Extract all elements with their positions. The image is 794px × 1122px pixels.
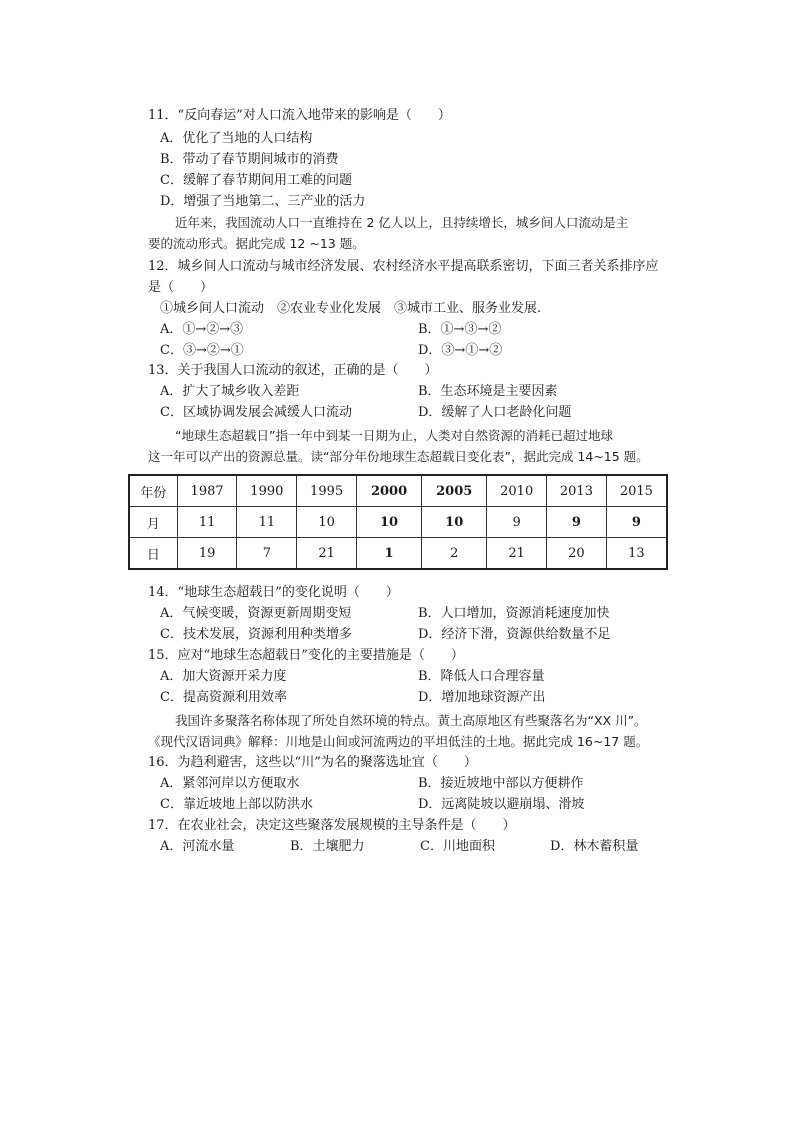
month-cell: 9 (487, 507, 547, 538)
day-cell: 2 (422, 538, 487, 570)
q17-option-c: C．川地面积 (420, 839, 495, 854)
passage-14-line1: “地球生态超载日”指一年中到某一日期为止，人类对自然资源的消耗已超过地球 (175, 428, 613, 443)
q12-stem-line1: 12．城乡间人口流动与城市经济发展、农村经济水平提高联系密切，下面三者关系排序应 (148, 259, 659, 274)
q11-stem: 11．“反向春运”对人口流入地带来的影响是（ ） (148, 108, 451, 123)
q12-items: ①城乡间人口流动 ②农业专业化发展 ③城市工业、服务业发展. (160, 301, 542, 316)
passage-12-line2: 要的流动形式。据此完成 12 ~13 题。 (148, 236, 365, 251)
passage-12-line1: 近年来，我国流动人口一直维持在 2 亿人以上，且持续增长，城乡间人口流动是主 (175, 215, 629, 230)
q16-option-a: A．紧邻河岸以方便取水 (160, 776, 300, 791)
q11-option-b: B．带动了春节期间城市的消费 (160, 152, 339, 167)
year-cell: 1987 (177, 475, 237, 507)
day-cell: 19 (177, 538, 237, 570)
month-cell: 9 (606, 507, 667, 538)
q13-option-d: D．缓解了人口老龄化问题 (418, 405, 572, 420)
q14-option-c: C．技术发展，资源利用种类增多 (160, 627, 352, 642)
table-row-year (129, 475, 667, 507)
day-cell: 20 (547, 538, 607, 570)
q13-option-b: B．生态环境是主要因素 (418, 384, 558, 399)
month-cell: 11 (177, 507, 237, 538)
table-row-month (129, 507, 667, 538)
month-cell: 10 (422, 507, 487, 538)
day-cell: 21 (487, 538, 547, 570)
q16-option-d: D．远离陡坡以避崩塌、滑坡 (418, 797, 585, 812)
q16-stem: 16．为趋利避害，这些以“川”为名的聚落选址宜（ ） (148, 755, 477, 770)
q17-options (160, 838, 680, 856)
q15-option-a: A．加大资源开采力度 (160, 669, 287, 684)
year-cell: 2010 (487, 475, 547, 507)
table-row-day (129, 538, 667, 570)
year-cell: 2005 (422, 475, 487, 507)
q15-option-b: B．降低人口合理容量 (418, 669, 545, 684)
passage-14-line2: 这一年可以产出的资源总量。读“部分年份地球生态超载日变化表”，据此完成 14~15 题。 (148, 449, 649, 464)
q17-option-a: A．河流水量 (160, 839, 235, 854)
month-cell: 10 (297, 507, 357, 538)
q12-stem-line2: 是（ ） (148, 280, 214, 295)
q11-option-d: D．增强了当地第二、三产业的活力 (160, 194, 366, 209)
day-cell: 13 (606, 538, 667, 570)
row-label-year: 年份 (129, 475, 177, 507)
day-cell: 1 (356, 538, 421, 570)
q13-stem: 13．关于我国人口流动的叙述，正确的是（ ） (148, 363, 438, 378)
q17-option-b: B．土壤肥力 (290, 839, 365, 854)
year-cell: 2013 (547, 475, 607, 507)
q15-option-c: C．提高资源利用效率 (160, 690, 287, 705)
q14-stem: 14．“地球生态超载日”的变化说明（ ） (148, 585, 399, 600)
q17-option-d: D．林木蓄积量 (550, 839, 639, 854)
year-cell: 2015 (606, 475, 667, 507)
q14-option-a: A．气候变暖，资源更新周期变短 (160, 606, 352, 621)
q15-option-d: D．增加地球资源产出 (418, 690, 546, 705)
year-cell: 1995 (297, 475, 357, 507)
overshoot-day-table (128, 474, 668, 570)
q17-stem: 17．在农业社会，决定这些聚落发展规模的主导条件是（ ） (148, 818, 516, 833)
q13-option-c: C．区域协调发展会减缓人口流动 (160, 405, 352, 420)
q16-option-b: B．接近坡地中部以方便耕作 (418, 776, 584, 791)
q11-option-a: A．优化了当地的人口结构 (160, 131, 313, 146)
q12-option-c: C．③→②→① (160, 343, 244, 358)
q15-stem: 15．应对“地球生态超载日”变化的主要措施是（ ） (148, 648, 464, 663)
q11-option-c: C．缓解了春节期间用工难的问题 (160, 173, 352, 188)
day-cell: 21 (297, 538, 357, 570)
q13-option-a: A．扩大了城乡收入差距 (160, 384, 300, 399)
q12-option-d: D．③→①→② (418, 343, 503, 358)
year-cell: 2000 (356, 475, 421, 507)
year-cell: 1990 (237, 475, 297, 507)
q12-option-b: B．①→③→② (418, 322, 502, 337)
q14-option-d: D．经济下滑，资源供给数量不足 (418, 627, 611, 642)
month-cell: 11 (237, 507, 297, 538)
q16-option-c: C．靠近坡地上部以防洪水 (160, 797, 313, 812)
q12-option-a: A．①→②→③ (160, 322, 244, 337)
day-cell: 7 (237, 538, 297, 570)
row-label-day: 日 (129, 538, 177, 570)
month-cell: 9 (547, 507, 607, 538)
passage-16-line1: 我国许多聚落名称体现了所处自然环境的特点。黄土高原地区有些聚落名为“XX 川”。 (175, 713, 647, 728)
q14-option-b: B．人口增加，资源消耗速度加快 (418, 606, 610, 621)
row-label-month: 月 (129, 507, 177, 538)
passage-16-line2: 《现代汉语词典》解释：川地是山间或河流两边的平坦低洼的土地。据此完成 16~17 题。 (148, 734, 649, 749)
month-cell: 10 (356, 507, 421, 538)
